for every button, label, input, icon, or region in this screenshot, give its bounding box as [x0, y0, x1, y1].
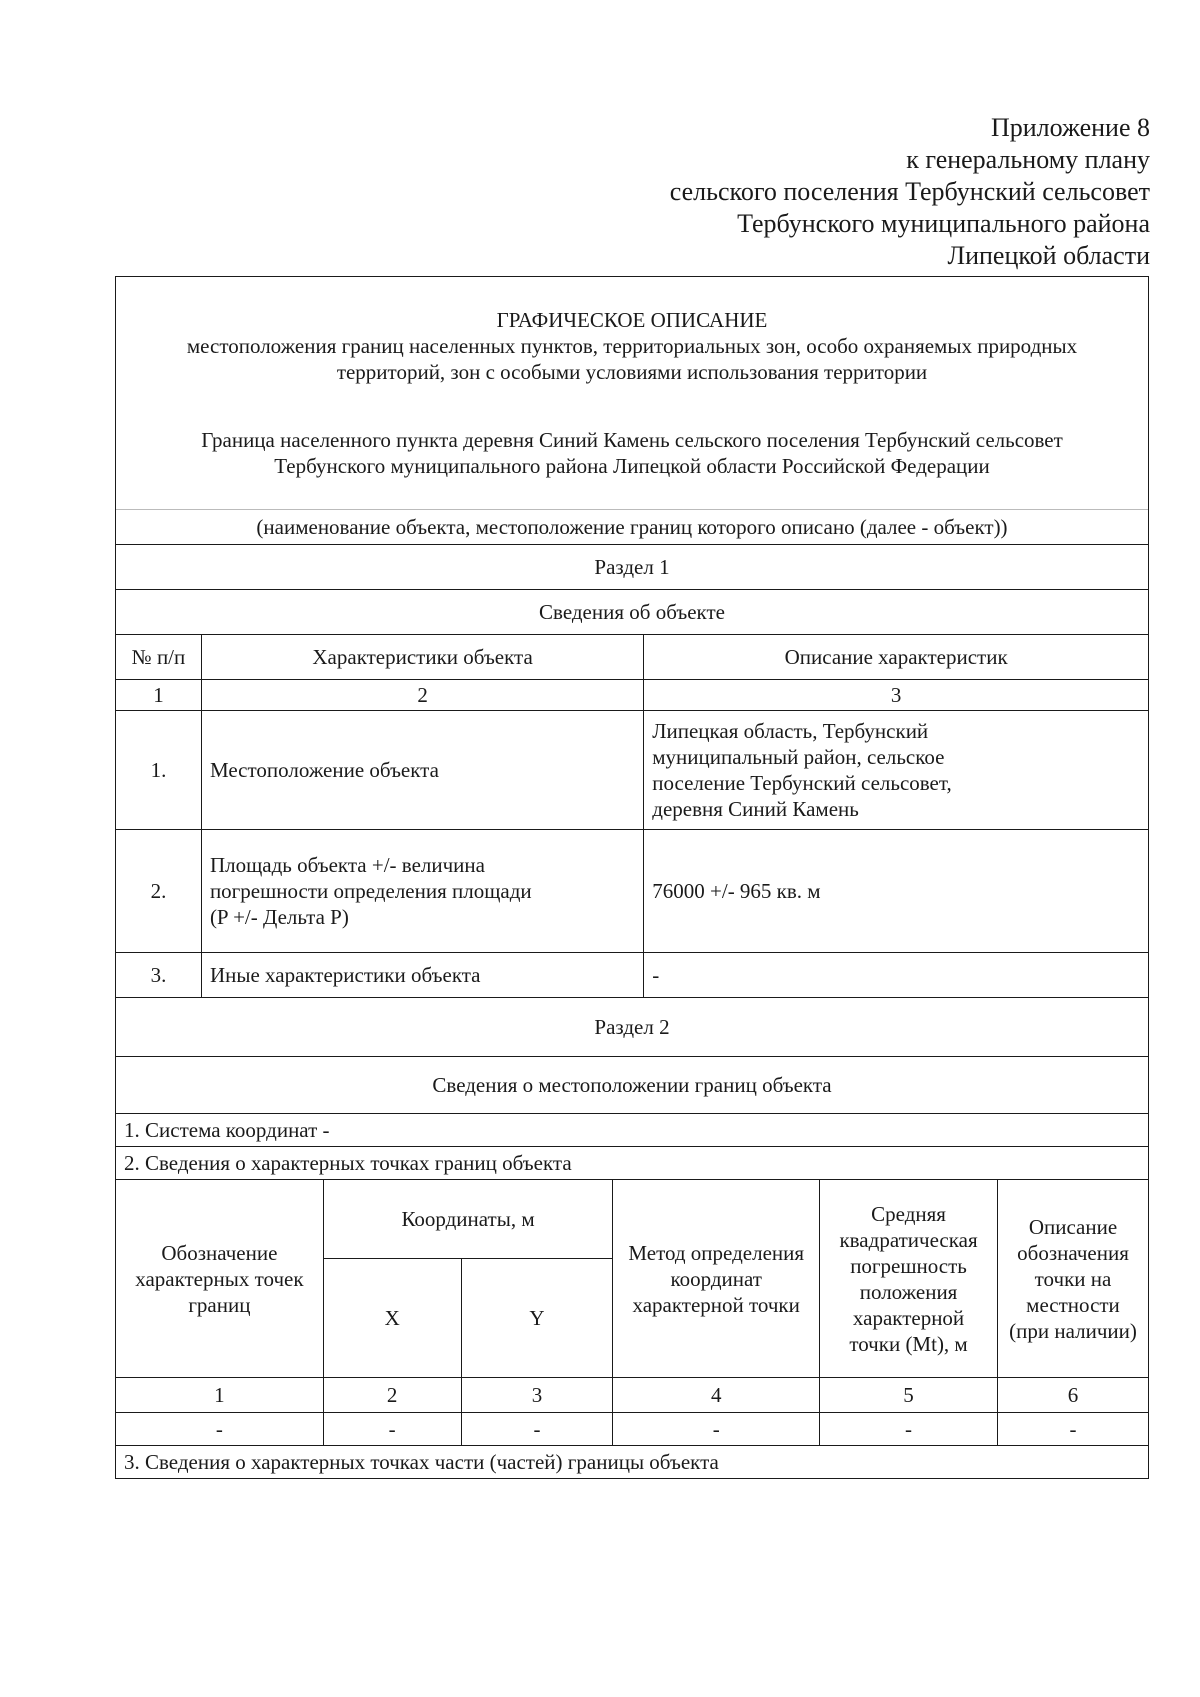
annex-line-4: Тербунского муниципального района — [737, 209, 1150, 238]
annex-line-3: сельского поселения Тербунский сельсовет — [669, 177, 1150, 206]
row-1-description — [644, 711, 1149, 830]
col-header-point-description-line-3: точки на — [1034, 1266, 1112, 1291]
points-col-number-4: 4 — [613, 1378, 820, 1413]
row-1-description-line-2: муниципальный район, сельское — [652, 745, 945, 769]
row-2-characteristic-line-1: Площадь объекта +/- величина — [209, 853, 485, 877]
col-header-point-description-line-2: обозначения — [1017, 1240, 1129, 1265]
object-name-line-1: Граница населенного пункта деревня Синий Камень сельского поселения Тербунский сельсовет — [201, 428, 1063, 452]
boundary-parts-title: 3. Сведения о характерных точках части (частей) границы объекта — [116, 1446, 1149, 1479]
points-data-cell-6: - — [998, 1413, 1149, 1446]
col-header-number: № п/п — [116, 635, 202, 680]
col-header-mean-error-line-3: погрешность — [850, 1253, 967, 1278]
annex-line-5: Липецкой области — [947, 241, 1150, 270]
col-header-y: Y — [461, 1259, 613, 1378]
annex-line-1: Приложение 8 — [990, 113, 1150, 142]
object-name-line-2: Тербунского муниципального района Липецкой области Российской Федерации — [274, 454, 990, 478]
col-header-characteristic: Характеристики объекта — [201, 635, 643, 680]
document-title: ГРАФИЧЕСКОЕ ОПИСАНИЕ — [496, 308, 768, 332]
points-data-cell-1: - — [116, 1413, 324, 1446]
boundary-points-title: 2. Сведения о характерных точках границ объекта — [116, 1147, 1149, 1180]
col-header-method-line-2: координат — [670, 1266, 762, 1291]
document-subtitle-line-1: местоположения границ населенных пунктов, территориальных зон, особо охраняемых природных — [186, 334, 1078, 358]
row-2-number: 2. — [116, 830, 202, 953]
col-header-method-line-1: Метод определения — [628, 1240, 805, 1265]
points-data-cell-4: - — [613, 1413, 820, 1446]
section-1-title: Раздел 1 — [116, 545, 1149, 590]
row-3-characteristic-line: Иные характеристики объекта — [209, 963, 481, 987]
points-col-number-5: 5 — [820, 1378, 998, 1413]
col-header-point-description — [998, 1180, 1149, 1378]
points-data-cell-5: - — [820, 1413, 998, 1446]
object-caption: (наименование объекта, местоположение границ которого описано (далее - объект)) — [116, 510, 1149, 545]
col-header-point-description-line-4: местности — [1026, 1292, 1120, 1317]
col-header-mean-error-line-2: квадратическая — [839, 1227, 978, 1252]
graphic-description-table — [115, 276, 1149, 1479]
row-1-description-line-1: Липецкая область, Тербунский — [652, 719, 929, 743]
points-col-number-3: 3 — [461, 1378, 613, 1413]
section-1-subtitle: Сведения об объекте — [116, 590, 1149, 635]
row-1-number: 1. — [116, 711, 202, 830]
col-number-1: 1 — [116, 680, 202, 711]
section-2-title: Раздел 2 — [116, 998, 1149, 1057]
row-3-number: 3. — [116, 953, 202, 998]
row-1-description-line-3: поселение Тербунский сельсовет, — [652, 771, 952, 795]
points-col-number-6: 6 — [998, 1378, 1149, 1413]
points-data-cell-3: - — [461, 1413, 613, 1446]
col-header-mean-error-line-5: характерной — [852, 1305, 965, 1330]
points-col-number-1: 1 — [116, 1378, 324, 1413]
row-2-description — [644, 830, 1149, 953]
col-header-coordinates: Координаты, м — [323, 1180, 613, 1259]
row-2-characteristic-line-2: погрешности определения площади — [209, 879, 532, 903]
col-number-3: 3 — [644, 680, 1149, 711]
col-header-method — [613, 1180, 820, 1378]
row-2-characteristic-line-3: (P +/- Дельта P) — [209, 905, 349, 929]
row-1-characteristic-line: Местоположение объекта — [209, 758, 439, 782]
row-3-description — [644, 953, 1149, 998]
document-header — [116, 277, 1149, 510]
col-header-mean-error-line-4: положения — [859, 1279, 958, 1304]
points-data-cell-2: - — [323, 1413, 461, 1446]
row-2-characteristic — [201, 830, 643, 953]
coordinate-system: 1. Система координат - — [116, 1114, 1149, 1147]
col-header-x: X — [323, 1259, 461, 1378]
row-2-description-line: 76000 +/- 965 кв. м — [652, 879, 821, 903]
col-header-point-designation-line-3: границ — [188, 1292, 251, 1317]
annex-header — [670, 112, 1150, 272]
col-header-point-designation-line-1: Обозначение — [161, 1240, 278, 1265]
col-header-method-line-3: характерной точки — [632, 1292, 800, 1317]
row-1-characteristic — [201, 711, 643, 830]
annex-line-2: к генеральному плану — [906, 145, 1150, 174]
col-header-mean-error-line-6: точки (Mt), м — [849, 1331, 968, 1356]
col-header-mean-error-line-1: Средняя — [871, 1201, 946, 1226]
col-header-point-designation — [116, 1180, 324, 1378]
row-3-characteristic — [201, 953, 643, 998]
col-header-point-description-line-1: Описание — [1028, 1214, 1118, 1239]
row-3-description-line: - — [652, 963, 660, 987]
col-header-mean-error — [820, 1180, 998, 1378]
document-subtitle-line-2: территорий, зон с особыми условиями использования территории — [336, 360, 928, 384]
col-header-description: Описание характеристик — [644, 635, 1149, 680]
section-2-subtitle: Сведения о местоположении границ объекта — [116, 1057, 1149, 1114]
row-1-description-line-4: деревня Синий Камень — [652, 797, 859, 821]
points-col-number-2: 2 — [323, 1378, 461, 1413]
col-header-point-description-line-5: (при наличии) — [1009, 1318, 1137, 1343]
col-number-2: 2 — [201, 680, 643, 711]
col-header-point-designation-line-2: характерных точек — [135, 1266, 304, 1291]
